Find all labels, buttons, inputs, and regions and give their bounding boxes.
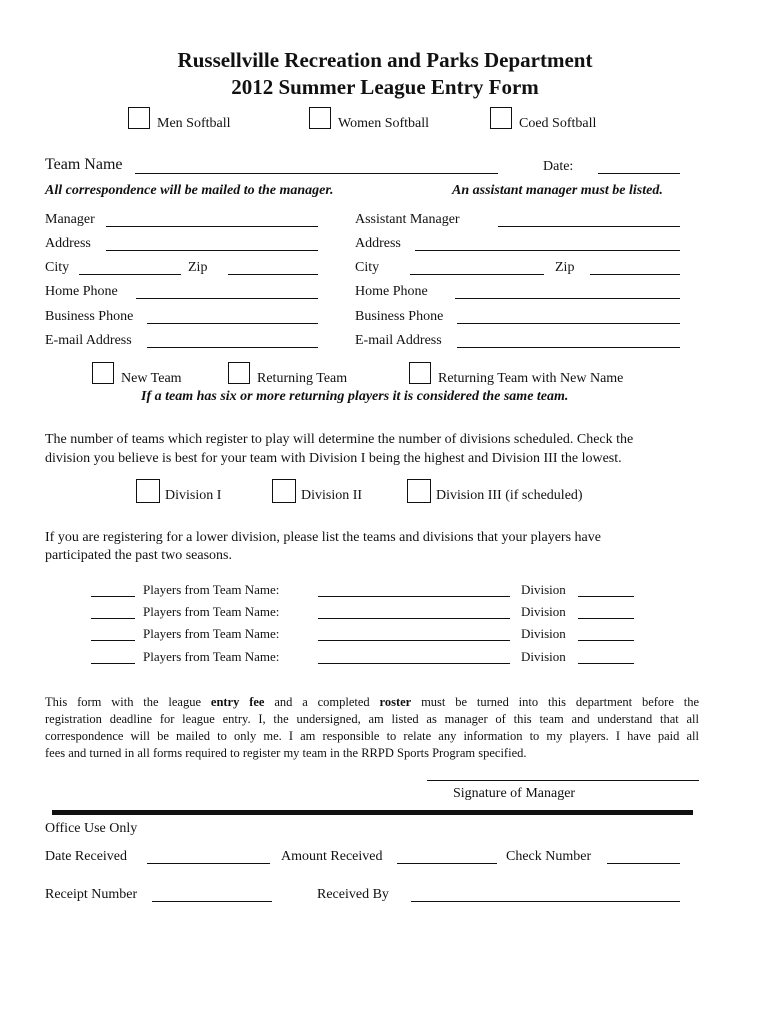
- received-by-label: Received By: [317, 887, 389, 902]
- division-label: Division: [521, 626, 566, 641]
- agreement-line-2: registration deadline for league entry. I, the undersigned, am listed as manager of this team and understand that all: [45, 712, 699, 726]
- roster-text: roster: [379, 695, 412, 709]
- same-team-note: If a team has six or more returning players it is considered the same team.: [141, 389, 569, 404]
- team-name-entry-field[interactable]: [318, 596, 510, 597]
- returning-new-name-checkbox[interactable]: [409, 362, 431, 384]
- manager-email-field[interactable]: [147, 347, 318, 348]
- assistant-zip-field[interactable]: [590, 274, 680, 275]
- returning-team-checkbox[interactable]: [228, 362, 250, 384]
- division-1-checkbox[interactable]: [136, 479, 160, 503]
- assistant-business-phone-label: Business Phone: [355, 309, 444, 324]
- assistant-address-label: Address: [355, 236, 401, 251]
- manager-address-field[interactable]: [106, 250, 318, 251]
- agreement-text: This form with the league: [45, 695, 211, 709]
- agreement-text: and a completed: [264, 695, 380, 709]
- manager-email-label: E-mail Address: [45, 333, 132, 348]
- players-from-team-label: Players from Team Name:: [143, 604, 280, 619]
- page-subtitle: 2012 Summer League Entry Form: [231, 75, 539, 99]
- manager-home-phone-field[interactable]: [136, 298, 318, 299]
- date-received-field[interactable]: [147, 863, 270, 864]
- assistant-manager-label: Assistant Manager: [355, 212, 460, 227]
- signature-label: Signature of Manager: [453, 786, 576, 801]
- received-by-field[interactable]: [411, 901, 680, 902]
- team-name-label: Team Name: [45, 156, 123, 173]
- entry-fee-text: entry fee: [210, 695, 265, 709]
- division-label: Division: [521, 582, 566, 597]
- player-count-field[interactable]: [91, 618, 135, 619]
- assistant-manager-field[interactable]: [498, 226, 680, 227]
- division-1-label: Division I: [165, 488, 222, 503]
- women-softball-label: Women Softball: [338, 116, 430, 131]
- division-3-checkbox[interactable]: [407, 479, 431, 503]
- division-entry-field[interactable]: [578, 640, 634, 641]
- division-3-label: Division III (if scheduled): [436, 488, 583, 503]
- agreement-line-3: correspondence will be mailed to only me. I am responsible to relate any information to my players. I have paid all: [45, 729, 699, 743]
- player-count-field[interactable]: [91, 596, 135, 597]
- manager-business-phone-label: Business Phone: [45, 309, 134, 324]
- assistant-city-label: City: [355, 260, 380, 275]
- players-from-team-label: Players from Team Name:: [143, 649, 280, 664]
- assistant-address-field[interactable]: [415, 250, 680, 251]
- office-use-heading: Office Use Only: [45, 821, 138, 836]
- player-count-field[interactable]: [91, 640, 135, 641]
- manager-address-label: Address: [45, 236, 91, 251]
- manager-home-phone-label: Home Phone: [45, 284, 118, 299]
- assistant-home-phone-field[interactable]: [455, 298, 680, 299]
- division-entry-field[interactable]: [578, 663, 634, 664]
- date-field[interactable]: [598, 173, 680, 174]
- amount-received-label: Amount Received: [281, 849, 383, 864]
- assistant-city-field[interactable]: [410, 274, 544, 275]
- division-2-label: Division II: [301, 488, 363, 503]
- manager-zip-field[interactable]: [228, 274, 318, 275]
- check-number-field[interactable]: [607, 863, 680, 864]
- players-from-team-label: Players from Team Name:: [143, 582, 280, 597]
- receipt-number-label: Receipt Number: [45, 887, 138, 902]
- agreement-line-4: fees and turned in all forms required to register my team in the RRPD Sports Program specified.: [45, 746, 527, 760]
- division-intro-line2: division you believe is best for your team with Division I being the highest and Division III the lowest.: [45, 451, 622, 466]
- correspondence-note: All correspondence will be mailed to the manager.: [45, 183, 334, 198]
- team-name-entry-field[interactable]: [318, 618, 510, 619]
- assistant-email-field[interactable]: [457, 347, 680, 348]
- coed-softball-label: Coed Softball: [519, 116, 597, 131]
- amount-received-field[interactable]: [397, 863, 497, 864]
- men-softball-label: Men Softball: [157, 116, 231, 131]
- assistant-zip-label: Zip: [555, 260, 575, 275]
- assistant-note: An assistant manager must be listed.: [452, 183, 663, 198]
- manager-business-phone-field[interactable]: [147, 323, 318, 324]
- section-divider: [52, 810, 693, 815]
- page-title: Russellville Recreation and Parks Department: [177, 48, 593, 72]
- lower-division-intro-line2: participated the past two seasons.: [45, 548, 233, 563]
- lower-division-intro-line1: If you are registering for a lower division, please list the teams and divisions that your players have: [45, 530, 601, 545]
- division-entry-field[interactable]: [578, 596, 634, 597]
- returning-new-name-label: Returning Team with New Name: [438, 371, 624, 386]
- team-name-field[interactable]: [135, 173, 498, 174]
- new-team-label: New Team: [121, 371, 182, 386]
- players-from-team-label: Players from Team Name:: [143, 626, 280, 641]
- manager-city-field[interactable]: [79, 274, 181, 275]
- date-label: Date:: [543, 159, 574, 174]
- manager-zip-label: Zip: [188, 260, 208, 275]
- assistant-home-phone-label: Home Phone: [355, 284, 428, 299]
- check-number-label: Check Number: [506, 849, 592, 864]
- agreement-paragraph: [45, 694, 699, 762]
- women-softball-checkbox[interactable]: [309, 107, 331, 129]
- assistant-business-phone-field[interactable]: [457, 323, 680, 324]
- division-intro-line1: The number of teams which register to play will determine the number of divisions scheduled. Check the: [45, 432, 634, 447]
- coed-softball-checkbox[interactable]: [490, 107, 512, 129]
- men-softball-checkbox[interactable]: [128, 107, 150, 129]
- receipt-number-field[interactable]: [152, 901, 272, 902]
- player-count-field[interactable]: [91, 663, 135, 664]
- manager-label: Manager: [45, 212, 95, 227]
- agreement-text: must be turned into this department before the: [411, 695, 699, 709]
- returning-team-label: Returning Team: [257, 371, 348, 386]
- division-label: Division: [521, 649, 566, 664]
- signature-field[interactable]: [427, 780, 699, 781]
- division-entry-field[interactable]: [578, 618, 634, 619]
- date-received-label: Date Received: [45, 849, 128, 864]
- division-2-checkbox[interactable]: [272, 479, 296, 503]
- team-name-entry-field[interactable]: [318, 640, 510, 641]
- team-name-entry-field[interactable]: [318, 663, 510, 664]
- manager-city-label: City: [45, 260, 70, 275]
- new-team-checkbox[interactable]: [92, 362, 114, 384]
- division-label: Division: [521, 604, 566, 619]
- assistant-email-label: E-mail Address: [355, 333, 442, 348]
- agreement-line-1: [45, 694, 699, 711]
- manager-field[interactable]: [106, 226, 318, 227]
